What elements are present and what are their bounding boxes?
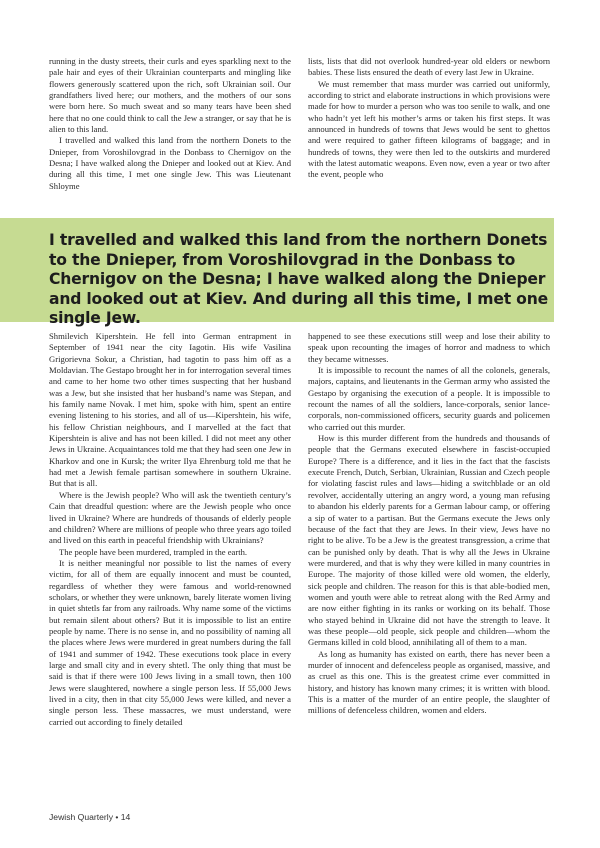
paragraph: Shmilevich Kipershtein. He fell into German entrapment in September of 1941 near the city Iagotin. His wife Vasilina Grigorievna Sokur, a Christian, had tagotin to pass him off as a Moldavian. The Gestapo brought her in for interrogation several times and came to her home two other times suspecting that her husband was a Jew, but she insisted that her husband’s name was Stepan, and his family name Novak. I met him, spoke with him, spent an entire evening listening to his stories, and all of us—Kipershtein, his wife, his fellow Christian neighbours, and I marvelled at the fact that Kipershtein is alive and has not been killed. I did not meet any other Jews in Ukraine. Acquaintances told me that they had seen one Jew in Kharkov and one in Kursk; the writer Ilya Ehrenburg told me that he had met a Jewish female partisan somewhere in southern Ukraine. But that is all. bbox=[49, 331, 291, 489]
paragraph: How is this murder different from the hundreds and thousands of people that the Germans executed elsewhere in fascist-occupied Europe? There is a difference, and it lies in the fact that the fascists execute French, Dutch, Serbian, Ukrainian, Russian and Czech people for violating fascist rules and laws—hiding a switchblade or an old revolver, accidentally uttering an angry word, a young man refusing to abandon his elderly parents for a German labour camp, or offering a sip of water to a partisan. But the Germans execute the Jews only because of the fact that they are Jews. In their view, Jews have no right to be alive. To be a Jew is the greatest transgression, a crime that can be punished only by death. That is why all the Jews in Ukraine were murdered, and that is why they were killed in many countries in Europe. The majority of those killed were old women, the elderly, sick people and children. The reason for this is that able-bodied men, women and youth were able to retreat along with the Red Army and are now either fighting in its ranks or working on its behalf. Those who stayed behind in Ukraine did not have the strength to leave. It was these people—old people, sick people and children—whom the Germans killed in cold blood, annihilating all of them to a man. bbox=[308, 433, 550, 648]
pull-quote-box bbox=[0, 218, 554, 328]
article-column-top-right bbox=[308, 56, 550, 222]
paragraph: lists, lists that did not overlook hundred-year old elders or newborn babies. These lists ensured the death of every last Jew in Ukraine. bbox=[308, 56, 550, 78]
article-column-top-left bbox=[49, 56, 291, 222]
paragraph: running in the dusty streets, their curls and eyes sparkling next to the pale hair and eyes of their Ukrainian counterparts and mingling like flowers generously scattered upon the rich, soft Ukrainian soil. Our grandfathers lived here; our mothers, and the mothers of our sons were born here. So much sweat and so many tears have been shed here that no one could think to call the Jew a stranger, or say that he is alien to this land. bbox=[49, 56, 291, 135]
paragraph: The people have been murdered, trampled in the earth. bbox=[59, 546, 248, 557]
page-footer: Jewish Quarterly • 14 bbox=[49, 812, 131, 822]
article-column-bottom-right bbox=[308, 331, 550, 809]
paragraph: It is impossible to recount the names of all the colonels, generals, majors, captains, and lieutenants in the German army who assisted the Gestapo by organising the execution of a people. It is impossible to recount the names of all the soldiers, lance-corporals, senior lance-corporals, non-commissioned officers, security guards and policemen who carried out this murder. bbox=[308, 365, 550, 432]
paragraph: We must remember that mass murder was carried out uniformly, according to strict and elaborate instructions in which provisions were made for how to murder a person who was too senile to walk, and one who hadn’t yet left his mother’s arms or taken his first steps. It was announced in hundreds of towns that Jews would be sent to ghettos and were required to gather fifteen kilograms of baggage; and in hundreds of towns, they were then led to the outskirts and murdered with the latest automatic weapons. Even now, even a year or two after the event, people who bbox=[308, 78, 550, 180]
paragraph: It is neither meaningful nor possible to list the names of every victim, for all of them are equally innocent and must be counted, regardless of whether they were famous and world-renowned scholars, or whether they were unknown, barely literate women living in quiet shtetls far from any railroads. Why name some of the victims but remain silent about others? But it is impossible to list an entire people by name. There is no sense in, and no possibility of naming all the places where Jews were murdered in great numbers during the fall of 1941 and summer of 1942. These executions took place in every large and small city and in every shtetl. The only thing that must be said is that if there were 100 Jews living in a small town, then 100 Jews were slaughtered, nowhere a single person less. If 55,000 Jews lived in a city, then in that city 55,000 Jews were killed, and never a single person less. These massacres, we must understand, were carried out according to finely detailed bbox=[49, 557, 291, 727]
paragraph: Where is the Jewish people? Who will ask the twentieth century’s Cain that dreadful question: where are the Jewish people who once lived in Ukraine? Where are hundreds of thousands of elderly people and children? Where are millions of people who three years ago toiled and lived on this earth in peaceful friendship with Ukrainians? bbox=[49, 489, 291, 546]
paragraph: As long as humanity has existed on earth, there has never been a murder of innocent and defenceless people as organised, massive, and as cruel as this one. This is the greatest crime ever committed in history, and history has known many crimes; it is written with blood. This is a matter of the murder of an entire people, the slaughter of millions of defenceless children, women and elders. bbox=[308, 648, 550, 716]
pull-quote-text: I travelled and walked this land from the northern Donets to the Dnieper, from Voroshilovgrad in the Donbass to Chernigov on the Desna; I have walked along the Dnieper and looked out at Kiev. And during all this time, I met one single Jew. bbox=[49, 231, 548, 328]
article-column-bottom-left bbox=[49, 331, 291, 809]
paragraph: I travelled and walked this land from the northern Donets to the Dnieper, from Voroshilovgrad in the Donbass to Chernigov on the Desna; I have walked along the Dnieper and looked out at Kiev. And during all this time, I met one single Jew. This was Lieutenant Shloyme bbox=[49, 135, 291, 191]
paragraph: happened to see these executions still weep and lose their ability to speak upon recounting the images of horror and madness to which they became witnesses. bbox=[308, 331, 550, 364]
